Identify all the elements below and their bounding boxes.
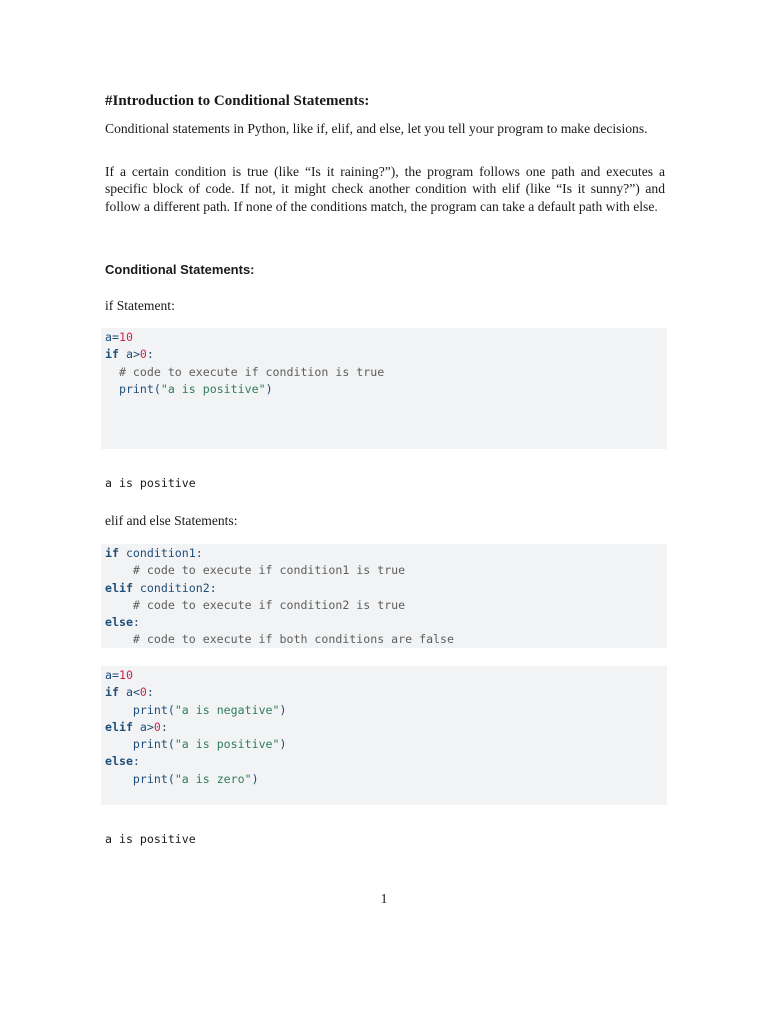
code-token: ( bbox=[153, 381, 161, 396]
code-block-if[interactable] bbox=[101, 328, 667, 449]
code-token: 0 bbox=[153, 719, 161, 734]
code-token: "a is negative" bbox=[174, 702, 280, 717]
if-statement-label: if Statement: bbox=[105, 298, 175, 313]
code-line bbox=[105, 597, 667, 614]
code-line bbox=[105, 562, 667, 579]
code-token: "a is positive" bbox=[174, 737, 280, 752]
code-token: ) bbox=[279, 702, 287, 717]
page-number: 1 bbox=[380, 891, 388, 906]
code-line bbox=[105, 631, 667, 648]
code-line bbox=[105, 346, 667, 363]
code-token: : bbox=[146, 347, 154, 362]
code-token: a bbox=[105, 330, 112, 344]
code-token: 10 bbox=[118, 668, 133, 682]
code-line bbox=[105, 381, 667, 398]
code-token: ) bbox=[265, 381, 273, 396]
code-token: if bbox=[105, 546, 119, 560]
code-token: print bbox=[105, 737, 168, 752]
code-token: a bbox=[118, 685, 133, 700]
intro-paragraph-1: Conditional statements in Python, like if, elif, and else, let you tell your program to make decisions. bbox=[105, 121, 648, 136]
code-token: a bbox=[105, 668, 112, 682]
code-token: elif bbox=[105, 719, 133, 734]
code-token: : bbox=[132, 754, 140, 769]
code-line bbox=[105, 702, 667, 719]
code-token: elif bbox=[105, 580, 133, 595]
code-token: # code to execute if condition1 is true bbox=[105, 563, 406, 578]
code-line bbox=[105, 580, 667, 597]
code-line bbox=[105, 364, 667, 381]
section-heading: Conditional Statements: bbox=[105, 262, 255, 277]
code-token: # code to execute if both conditions are false bbox=[105, 632, 455, 647]
code-token: print bbox=[105, 702, 168, 717]
code-token: : bbox=[132, 615, 140, 630]
code-token: "a is zero" bbox=[174, 771, 252, 786]
code-line bbox=[105, 719, 667, 736]
code-token: = bbox=[111, 330, 119, 344]
code-token: 0 bbox=[139, 347, 147, 362]
intro-paragraph-2: If a certain condition is true (like “Is it raining?”), the program follows one path and executes a specific block of code. If not, it might check another condition with elif (like “Is it sunny?”) and follow a different path. If none of the conditions match, the program can take a default path with else. bbox=[105, 164, 665, 214]
code-block-elif-example[interactable] bbox=[101, 666, 667, 805]
code-token: > bbox=[132, 347, 140, 362]
code-token: if bbox=[105, 347, 119, 362]
code-token: : bbox=[160, 719, 168, 734]
code-token: condition1 bbox=[118, 546, 196, 560]
code-token: else bbox=[105, 754, 133, 769]
code-block-elif-syntax[interactable] bbox=[101, 544, 667, 648]
code-token: 10 bbox=[118, 330, 133, 344]
code-output-elif: a is positive bbox=[105, 832, 196, 846]
page-title: #Introduction to Conditional Statements: bbox=[105, 93, 370, 109]
code-token: 0 bbox=[139, 685, 147, 700]
code-token: : bbox=[146, 685, 154, 700]
code-token: # code to execute if condition2 is true bbox=[105, 597, 406, 612]
code-token: "a is positive" bbox=[160, 381, 266, 396]
code-line bbox=[105, 614, 667, 631]
code-output-if: a is positive bbox=[105, 476, 196, 490]
code-token: a bbox=[118, 347, 133, 362]
code-line bbox=[105, 545, 667, 562]
code-token: else bbox=[105, 615, 133, 630]
code-token: if bbox=[105, 685, 119, 700]
code-token: ) bbox=[251, 771, 259, 786]
code-token: a bbox=[132, 719, 147, 734]
code-token: = bbox=[111, 668, 119, 682]
code-token: : bbox=[209, 580, 217, 595]
code-line bbox=[105, 329, 667, 346]
elif-else-label: elif and else Statements: bbox=[105, 513, 238, 528]
code-token: < bbox=[132, 685, 140, 700]
code-token: ( bbox=[167, 737, 175, 752]
code-token: print bbox=[105, 381, 154, 396]
code-token: # code to execute if condition is true bbox=[105, 364, 385, 379]
code-token: > bbox=[146, 719, 154, 734]
code-token: ( bbox=[167, 702, 175, 717]
code-line bbox=[105, 684, 667, 701]
code-token: print bbox=[105, 771, 168, 786]
code-token: : bbox=[195, 546, 203, 560]
code-line bbox=[105, 667, 667, 684]
code-line bbox=[105, 753, 667, 770]
code-token: condition2 bbox=[132, 580, 210, 595]
code-line bbox=[105, 771, 667, 788]
code-token: ( bbox=[167, 771, 175, 786]
code-line bbox=[105, 736, 667, 753]
code-token: ) bbox=[279, 737, 287, 752]
